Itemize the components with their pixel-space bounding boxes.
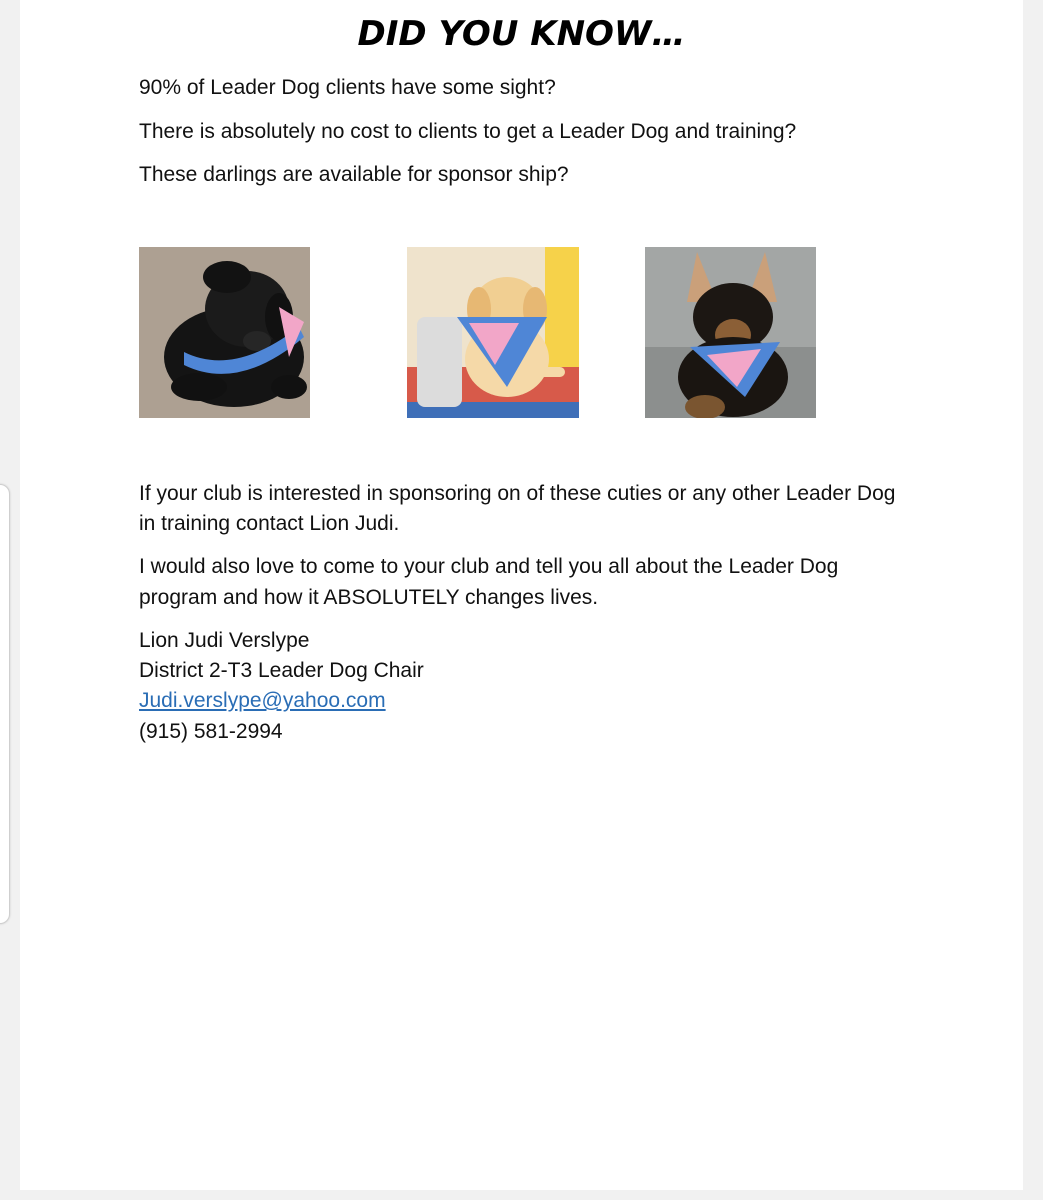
black-lab-puppy-photo: [139, 247, 310, 418]
contact-email-link[interactable]: Judi.verslype@yahoo.com: [139, 689, 386, 712]
contact-email-line: [139, 689, 386, 713]
contact-role: District 2-T3 Leader Dog Chair: [139, 659, 424, 682]
fact-2: There is absolutely no cost to clients to get a Leader Dog and training?: [139, 120, 797, 143]
golden-retriever-puppy-photo: [407, 247, 579, 418]
visit-paragraph-line-2: program and how it ABSOLUTELY changes lives.: [139, 586, 599, 609]
sponsor-paragraph-line-2: in training contact Lion Judi.: [139, 512, 400, 535]
fact-1: 90% of Leader Dog clients have some sight?: [139, 76, 556, 99]
contact-name: Lion Judi Verslype: [139, 629, 310, 652]
page-title: DID YOU KNOW…: [357, 14, 686, 54]
german-shepherd-puppy-photo: [645, 247, 816, 418]
sponsor-paragraph-line-1: If your club is interested in sponsoring on of these cuties or any other Leader Dog: [139, 482, 896, 505]
side-panel-handle[interactable]: [0, 484, 10, 924]
visit-paragraph-line-1: I would also love to come to your club and tell you all about the Leader Dog: [139, 555, 839, 578]
fact-3: These darlings are available for sponsor ship?: [139, 163, 569, 186]
contact-phone: (915) 581-2994: [139, 720, 283, 743]
